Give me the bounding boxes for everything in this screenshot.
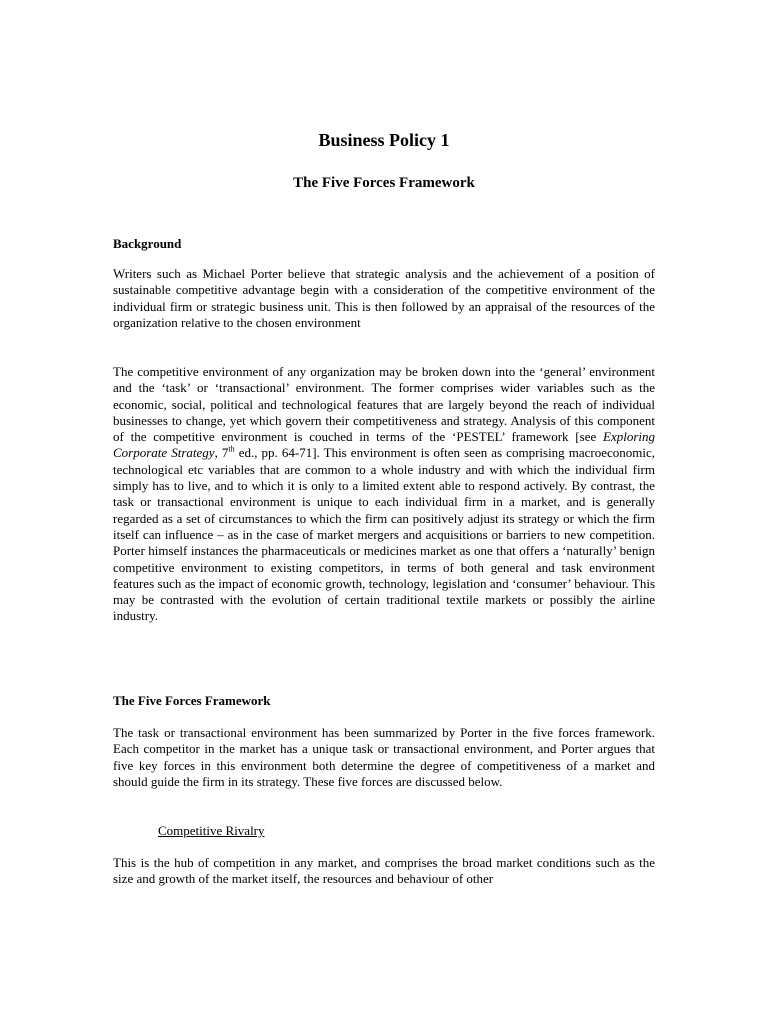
book-title: Exploring Corporate Strategy [113,429,655,461]
paragraph-background-2 [113,364,655,625]
section-heading-five-forces: The Five Forces Framework [113,693,271,708]
edition-superscript: th [228,445,235,455]
page-title: Business Policy 1 [318,130,450,150]
section-heading-background: Background [113,236,182,251]
paragraph-five-forces-1: The task or transactional environment has been summarized by Porter in the five forces framework. Each competitor in the market has a unique task or transactional environment, and Porter argues that five key forces in this environment both determine the degree of competitiveness of a market and should guide the firm in its strategy. These five forces are discussed below. [113,725,655,789]
paragraph-text: The competitive environment of any organization may be broken down into the ‘general’ environment and the ‘task’ or ‘transactional’ environment. The former comprises wider variables such as the economic, social, political and technological features that are largely beyond the reach of individual businesses to change, yet which govern their competitiveness and strategy. Analysis of this component of the competitive environment is couched in terms of the ‘PESTEL’ framework [see [113,364,655,445]
paragraph-competitive-rivalry: This is the hub of competition in any market, and comprises the broad market conditions such as the size and growth of the market itself, the resources and behaviour of other [113,855,655,887]
paragraph-background-1: Writers such as Michael Porter believe that strategic analysis and the achievement of a position of sustainable competitive advantage begin with a consideration of the competitive environment of the individual firm or strategic business unit. This is then followed by an appraisal of the resources of the organization relative to the chosen environment [113,266,655,330]
subsection-heading-competitive-rivalry: Competitive Rivalry [158,823,265,838]
edition-number: , 7 [214,445,229,461]
page-subtitle: The Five Forces Framework [293,175,475,191]
paragraph-text: ed., pp. 64-71]. This environment is often seen as comprising macroeconomic, technological etc variables that are common to a whole industry and with which the individual firm simply has to live, and to which it is only to a limited extent able to respond actively. By contrast, the task or transactional environment is unique to each individual firm in a market, and is generally regarded as a set of circumstances to which the firm can positively adjust its strategy or which the firm itself can influence – as in the case of market mergers and acquisitions or barriers to new competition. Porter himself instances the pharmaceuticals or medicines market as one that offers a ‘naturally’ benign competitive environment to existing competitors, in terms of both general and task environment features such as the impact of economic growth, technology, legislation and ‘consumer’ behaviour. This may be contrasted with the evolution of certain traditional textile markets or possibly the airline industry. [113,445,656,624]
